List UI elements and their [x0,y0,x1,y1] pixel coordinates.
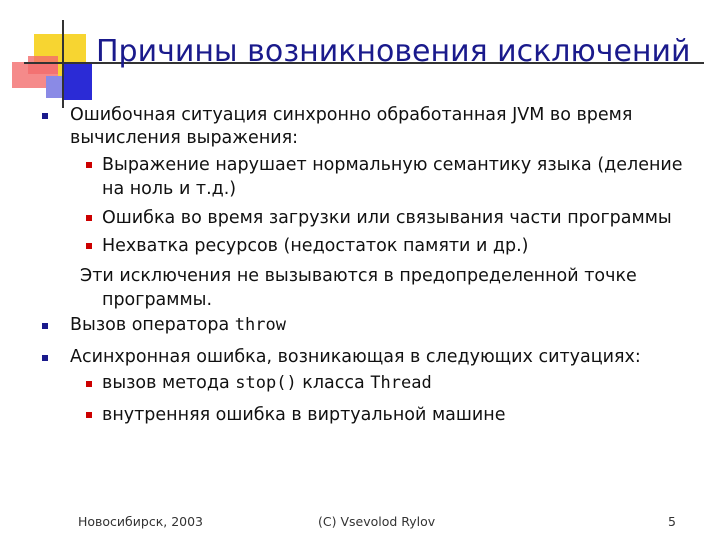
sub-bullet-1-2: Ошибка во время загрузки или связывания части программы [102,208,672,228]
bullet-1-line-2: вычисления выражения: [70,128,299,148]
bullet-2-text: Вызов оператора [70,315,235,335]
sub-bullet-3-1-mid: класса [296,373,371,393]
sub-bullet-3-1-marker [86,381,92,387]
bullet-2-marker [42,323,48,329]
bullet-2-code: throw [234,315,286,335]
slide-title: Причины возникновения исключений [96,34,691,69]
bullet-3: Асинхронная ошибка, возникающая в следующих ситуациях: [70,347,641,367]
bullet-1-note-line-2: программы. [102,290,213,310]
sub-bullet-1-2-marker [86,215,92,221]
footer-page-number: 5 [668,514,676,529]
bullet-1-note-line-1: Эти исключения не вызываются в предопределенной точке [80,266,637,286]
sub-bullet-3-1-pre: вызов метода [102,373,236,393]
sub-bullet-3-1 [102,371,432,395]
sub-bullet-1-3: Нехватка ресурсов (недостаток памяти и др.) [102,236,529,256]
bullet-2 [70,313,286,337]
bullet-1-line-1: Ошибочная ситуация синхронно обработанная JVM во время [70,105,633,125]
bullet-1-marker [42,113,48,119]
footer-left: Новосибирск, 2003 [78,514,204,529]
deco-blue-square [62,62,92,100]
sub-bullet-1-1-line-1: Выражение нарушает нормальную семантику языка (деление [102,155,683,175]
sub-bullet-1-3-marker [86,243,92,249]
sub-bullet-3-1-code-2: Thread [370,373,432,393]
bullet-3-marker [42,355,48,361]
sub-bullet-3-1-code-1: stop() [235,373,297,393]
sub-bullet-3-2: внутренняя ошибка в виртуальной машине [102,405,506,425]
sub-bullet-1-1-line-2: на ноль и т.д.) [102,179,237,199]
footer-center: (C) Vsevolod Rylov [318,514,436,529]
deco-blue-square-2 [46,76,62,98]
sub-bullet-3-2-marker [86,412,92,418]
deco-red-square-2 [28,56,58,74]
deco-vertical-line [62,20,64,108]
deco-yellow-square-2 [64,34,86,62]
sub-bullet-1-1-marker [86,162,92,168]
